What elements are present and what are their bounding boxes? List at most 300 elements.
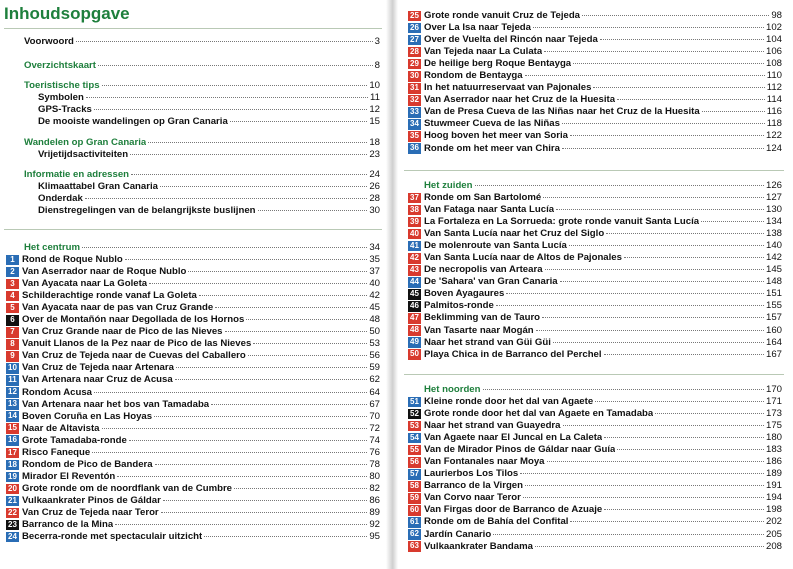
route-entry[interactable] [408, 264, 782, 276]
toc-entry[interactable] [24, 181, 380, 193]
toc-entry-label: Wandelen op Gran Canaria [24, 136, 147, 148]
route-entry[interactable] [6, 507, 380, 519]
route-entry[interactable] [408, 529, 782, 541]
route-number-badge: 16 [6, 435, 19, 446]
route-entry[interactable] [6, 459, 380, 471]
route-page: 59 [369, 362, 380, 374]
leader-dots [617, 99, 765, 100]
noorden-heading-label: Het noorden [424, 384, 481, 395]
route-page: 112 [766, 82, 782, 94]
leader-dots [175, 379, 368, 380]
route-number-badge: 23 [6, 520, 19, 531]
route-page: 102 [765, 22, 782, 34]
leader-dots [604, 354, 764, 355]
leader-dots [204, 536, 367, 537]
toc-entry-label: GPS-Tracks [38, 104, 92, 116]
route-entry[interactable] [408, 82, 782, 94]
toc-entry[interactable] [24, 149, 380, 161]
toc-entry-page: 26 [369, 180, 380, 192]
leader-dots [94, 109, 367, 110]
leader-dots [176, 367, 367, 368]
route-page: 171 [765, 396, 782, 407]
centrum-heading-label: Het centrum [24, 242, 80, 253]
route-title: Van Ayacata naar La Goleta [22, 278, 148, 290]
route-number-badge: 59 [408, 493, 421, 504]
route-entry[interactable] [408, 325, 782, 337]
route-title: Van Santa Lucía naar het Cruz del Siglo [424, 228, 605, 240]
toc-entry-page: 11 [370, 92, 380, 104]
route-title: Beklimming van de Tauro [424, 312, 541, 324]
route-title: Becerra-ronde met spectaculair uitzicht [22, 531, 203, 543]
route-number-badge: 3 [6, 279, 19, 290]
route-number-badge: 18 [6, 460, 19, 471]
route-title: Boven Coruña en Las Hoyas [22, 410, 153, 422]
route-entry[interactable] [408, 10, 782, 22]
noorden-heading[interactable] [408, 384, 782, 396]
toc-entry[interactable] [24, 60, 380, 72]
route-number-badge: 41 [408, 241, 421, 252]
route-number-badge: 58 [408, 481, 421, 492]
route-title: Barranco de la Virgen [424, 480, 523, 492]
section-rule [404, 170, 784, 171]
leader-dots [535, 546, 764, 547]
route-entry[interactable] [6, 423, 380, 435]
route-entry[interactable] [6, 483, 380, 495]
route-number-badge: 26 [408, 23, 421, 34]
route-page: 134 [765, 216, 782, 228]
route-number-badge: 31 [408, 83, 421, 94]
toc-entry-page: 23 [369, 148, 380, 160]
route-page: 72 [369, 422, 380, 434]
route-entry[interactable] [408, 22, 782, 34]
route-entry[interactable] [6, 326, 380, 338]
route-entry[interactable] [6, 435, 380, 447]
leader-dots [543, 197, 764, 198]
route-title: Kleine ronde door het dal van Agaete [424, 396, 594, 407]
route-entry[interactable] [408, 312, 782, 324]
route-number-badge: 57 [408, 469, 421, 480]
route-number-badge: 20 [6, 484, 19, 495]
route-number-badge: 51 [408, 397, 421, 408]
route-title: In het natuurreservaat van Pajonales [424, 82, 592, 94]
route-number-badge: 27 [408, 35, 421, 46]
leader-dots [655, 413, 764, 414]
leader-dots [547, 461, 764, 462]
route-entry[interactable] [408, 432, 782, 444]
route-entry[interactable] [408, 516, 782, 528]
route-entry[interactable] [408, 492, 782, 504]
route-entry[interactable] [6, 290, 380, 302]
toc-entry-label: Symbolen [38, 92, 84, 104]
leader-dots [148, 142, 367, 143]
route-number-badge: 7 [6, 327, 19, 338]
route-page: 86 [369, 494, 380, 506]
route-title: Van Corvo naar Teror [424, 492, 521, 504]
toc-entry-page: 12 [369, 104, 380, 116]
leader-dots [211, 404, 367, 405]
route-entry[interactable] [408, 216, 782, 228]
route-number-badge: 32 [408, 95, 421, 106]
route-page: 189 [765, 468, 782, 480]
route-page: 208 [765, 540, 782, 552]
route-number-badge: 9 [6, 351, 19, 362]
route-entry[interactable] [408, 480, 782, 492]
route-entry[interactable] [408, 204, 782, 216]
route-entry[interactable] [408, 504, 782, 516]
toc-entry[interactable] [24, 92, 380, 104]
route-entry[interactable] [6, 495, 380, 507]
leader-dots [701, 221, 764, 222]
leader-dots [258, 210, 368, 211]
right-page [398, 0, 793, 569]
route-entry[interactable] [408, 70, 782, 82]
route-entry[interactable] [6, 471, 380, 483]
leader-dots [536, 330, 764, 331]
route-number-badge: 33 [408, 107, 421, 118]
route-number-badge: 10 [6, 363, 19, 374]
route-number-badge: 45 [408, 289, 421, 300]
route-entry[interactable] [408, 276, 782, 288]
route-page: 198 [765, 504, 782, 516]
route-entry[interactable] [6, 278, 380, 290]
route-title: Laurierbos Los Tilos [424, 468, 519, 480]
route-entry[interactable] [6, 387, 380, 399]
page-title: Inhoudsopgave [4, 4, 130, 23]
route-entry[interactable] [408, 444, 782, 456]
route-entry[interactable] [408, 228, 782, 240]
zuiden-heading[interactable] [408, 180, 782, 192]
leader-dots [570, 135, 764, 136]
route-title: De heilige berg Roque Bentayga [424, 58, 572, 70]
leader-dots [215, 307, 367, 308]
leader-dots [246, 319, 367, 320]
route-number-badge: 53 [408, 421, 421, 432]
route-number-badge: 47 [408, 313, 421, 324]
route-number-badge: 19 [6, 472, 19, 483]
route-page: 167 [765, 348, 782, 360]
route-entry[interactable] [6, 314, 380, 326]
leader-dots [606, 233, 764, 234]
route-entry[interactable] [408, 34, 782, 46]
toc-entry-label: Informatie en adressen [24, 168, 130, 180]
route-page: 186 [765, 456, 782, 468]
route-number-badge: 11 [6, 375, 19, 386]
leader-dots [115, 524, 367, 525]
route-title: Van Tejeda naar La Culata [424, 46, 543, 58]
leader-dots [506, 293, 764, 294]
leader-dots [525, 485, 764, 486]
leader-dots [702, 111, 765, 112]
route-title: Mirador El Reventón [22, 470, 116, 482]
route-entry[interactable] [408, 408, 782, 420]
route-page: 205 [765, 528, 782, 540]
route-title: Van de Presa Cueva de las Niñas naar het Cruz de la Huesita [424, 106, 700, 118]
route-title: Vulkaankrater Bandama [424, 540, 533, 552]
route-title: Naar de Altavista [22, 422, 100, 434]
route-page: 175 [765, 420, 782, 432]
route-number-badge: 61 [408, 517, 421, 528]
leader-dots [545, 269, 764, 270]
route-entry[interactable] [408, 456, 782, 468]
route-entry[interactable] [408, 420, 782, 432]
route-entry[interactable] [408, 337, 782, 349]
route-entry[interactable] [408, 106, 782, 118]
leader-dots [520, 473, 764, 474]
route-entry[interactable] [6, 254, 380, 266]
route-title: Van Aserrador naar het Cruz de la Huesita [424, 94, 616, 106]
route-entry[interactable] [6, 399, 380, 411]
route-title: Ronde om de Bahía del Confital [424, 516, 569, 528]
route-title: Naar het strand van Güi Güi [424, 336, 551, 348]
route-number-badge: 34 [408, 119, 421, 130]
route-title: Van Fontanales naar Moya [424, 456, 545, 468]
route-title: Palmitos-ronde [424, 300, 494, 312]
toc-entry-label: Dienstregelingen van de belangrijkste buslijnen [38, 205, 256, 217]
route-number-badge: 22 [6, 508, 19, 519]
toc-entry[interactable] [24, 169, 380, 181]
route-page: 42 [369, 290, 380, 302]
route-title: Risco Faneque [22, 446, 91, 458]
route-title: Schilderachtige ronde vanaf La Goleta [22, 290, 197, 302]
toc-entry[interactable] [24, 36, 380, 48]
route-number-badge: 5 [6, 303, 19, 314]
leader-dots [617, 449, 764, 450]
route-entry[interactable] [408, 288, 782, 300]
route-number-badge: 36 [408, 143, 421, 154]
route-title: Grote Tamadaba-ronde [22, 434, 127, 446]
route-page: 40 [369, 278, 380, 290]
leader-dots [595, 401, 764, 402]
route-number-badge: 6 [6, 315, 19, 326]
route-page: 67 [369, 398, 380, 410]
route-title: Over La Isa naar Tejeda [424, 22, 532, 34]
route-number-badge: 60 [408, 505, 421, 516]
leader-dots [560, 281, 764, 282]
route-title: Rondom de Pico de Bandera [22, 458, 153, 470]
noorden-heading-page: 170 [765, 384, 782, 395]
zuiden-route-list [408, 192, 782, 361]
book-gutter [386, 0, 398, 569]
leader-dots [129, 440, 367, 441]
route-entry[interactable] [6, 362, 380, 374]
leader-dots [533, 27, 764, 28]
route-title: Boven Ayagaures [424, 288, 505, 300]
route-page: 122 [765, 130, 782, 142]
route-entry[interactable] [408, 468, 782, 480]
route-number-badge: 40 [408, 229, 421, 240]
leader-dots [155, 464, 368, 465]
route-number-badge: 55 [408, 445, 421, 456]
route-entry[interactable] [408, 58, 782, 70]
toc-entry-label: Voorwoord [24, 36, 74, 47]
route-entry[interactable] [408, 46, 782, 58]
route-entry[interactable] [408, 143, 782, 155]
leader-dots [253, 343, 367, 344]
section-rule [404, 374, 784, 375]
route-entry[interactable] [6, 531, 380, 543]
leader-dots [553, 342, 764, 343]
route-title: Van Cruz Grande naar de Pico de las Nieves [22, 326, 223, 338]
leader-dots [542, 317, 764, 318]
route-entry[interactable] [6, 350, 380, 362]
toc-entry-page: 18 [369, 136, 380, 148]
leader-dots [92, 452, 367, 453]
route-entry[interactable] [408, 240, 782, 252]
route-entry[interactable] [408, 94, 782, 106]
route-page: 35 [369, 254, 380, 265]
title-rule [4, 28, 382, 29]
centrum-section [6, 242, 380, 543]
route-title: Rondom Acusa [22, 386, 93, 398]
route-entry[interactable] [408, 252, 782, 264]
toc-entry[interactable] [24, 104, 380, 116]
route-title: Barranco de la Mina [22, 519, 114, 531]
intro-section [24, 36, 380, 217]
route-page: 108 [765, 58, 782, 70]
leader-dots [94, 392, 367, 393]
route-title: Van Tasarte naar Mogán [424, 324, 534, 336]
route-title: Ronde om het meer van Chira [424, 142, 560, 154]
route-entry[interactable] [6, 519, 380, 531]
centrum-continued-list [408, 10, 782, 155]
toc-entry[interactable] [24, 116, 380, 128]
route-page: 98 [771, 10, 782, 21]
route-entry[interactable] [408, 396, 782, 408]
route-page: 104 [765, 34, 782, 46]
route-title: Hoog boven het meer van Soria [424, 130, 568, 142]
route-title: Over de Montañón naar Degollada de los Hornos [22, 314, 245, 326]
toc-entry-page: 15 [369, 116, 380, 128]
route-number-badge: 38 [408, 205, 421, 216]
route-number-badge: 8 [6, 339, 19, 350]
route-page: 164 [765, 336, 782, 348]
route-number-badge: 63 [408, 541, 421, 552]
leader-dots [163, 500, 368, 501]
route-page: 48 [369, 314, 380, 326]
route-number-badge: 46 [408, 301, 421, 312]
route-entry[interactable] [408, 130, 782, 142]
route-number-badge: 2 [6, 267, 19, 278]
route-page: 80 [369, 470, 380, 482]
leader-dots [582, 15, 769, 16]
route-number-badge: 52 [408, 409, 421, 420]
route-entry[interactable] [6, 338, 380, 350]
route-title: Naar het strand van Guayedra [424, 420, 561, 432]
route-page: 130 [765, 204, 782, 216]
route-page: 53 [369, 338, 380, 350]
route-title: De molenroute van Santa Lucía [424, 240, 567, 252]
toc-entry-page: 30 [369, 205, 380, 217]
leader-dots [230, 121, 368, 122]
leader-dots [483, 389, 764, 390]
route-title: Grote ronde vanuit Cruz de Tejeda [424, 10, 581, 21]
route-entry[interactable] [408, 300, 782, 312]
leader-dots [600, 39, 764, 40]
toc-entry-page: 3 [374, 36, 380, 47]
route-number-badge: 49 [408, 337, 421, 348]
route-entry[interactable] [6, 266, 380, 278]
route-title: De 'Sahara' van Gran Canaria [424, 276, 558, 288]
toc-entry[interactable] [24, 193, 380, 205]
route-page: 106 [765, 46, 782, 58]
leader-dots [563, 425, 764, 426]
leader-dots [85, 198, 368, 199]
route-title: Grote ronde om de noordflank van de Cumbre [22, 482, 233, 494]
route-entry[interactable] [6, 411, 380, 423]
route-entry[interactable] [6, 374, 380, 386]
zuiden-section [408, 180, 782, 361]
route-page: 95 [369, 531, 380, 543]
route-entry[interactable] [408, 541, 782, 553]
centrum-continued [408, 10, 782, 155]
route-number-badge: 1 [6, 255, 19, 266]
route-page: 127 [765, 192, 782, 203]
route-number-badge: 25 [408, 11, 421, 22]
route-number-badge: 24 [6, 532, 19, 543]
leader-dots [199, 295, 367, 296]
route-page: 138 [765, 228, 782, 240]
route-title: Stuwmeer Cueva de las Niñas [424, 118, 560, 130]
route-number-badge: 43 [408, 265, 421, 276]
route-page: 116 [766, 106, 782, 118]
route-entry[interactable] [408, 192, 782, 204]
route-number-badge: 29 [408, 59, 421, 70]
leader-dots [234, 488, 367, 489]
route-title: Van Artenara naar Cruz de Acusa [22, 374, 173, 386]
toc-entry[interactable] [24, 137, 380, 149]
route-number-badge: 54 [408, 433, 421, 444]
route-number-badge: 62 [408, 529, 421, 540]
route-title: Van Firgas door de Barranco de Azuaje [424, 504, 603, 516]
route-number-badge: 12 [6, 387, 19, 398]
route-page: 110 [766, 70, 782, 82]
route-title: Jardín Canario [424, 528, 492, 540]
route-title: Van Santa Lucía naar de Altos de Pajonales [424, 252, 622, 264]
route-entry[interactable] [6, 302, 380, 314]
leader-dots [154, 416, 367, 417]
route-page: 78 [369, 458, 380, 470]
route-title: Rond de Roque Nublo [22, 254, 123, 265]
route-page: 56 [369, 350, 380, 362]
route-title: Grote ronde door het dal van Agaete en Tamadaba [424, 408, 654, 420]
route-number-badge: 30 [408, 71, 421, 82]
route-page: 45 [369, 302, 380, 314]
route-entry[interactable] [408, 118, 782, 130]
route-title: Van Cruz de Tejeda naar Teror [22, 506, 159, 518]
route-entry[interactable] [408, 349, 782, 361]
route-page: 151 [765, 288, 782, 300]
leader-dots [82, 247, 367, 248]
route-page: 157 [765, 312, 782, 324]
noorden-section [408, 384, 782, 553]
toc-entry[interactable] [24, 205, 380, 217]
route-page: 92 [369, 519, 380, 531]
route-page: 114 [766, 94, 782, 106]
route-title: De necropolis van Arteara [424, 264, 543, 276]
route-page: 183 [765, 444, 782, 456]
leader-dots [604, 509, 764, 510]
toc-entry[interactable] [24, 80, 380, 92]
centrum-heading[interactable] [6, 242, 380, 254]
route-number-badge: 21 [6, 496, 19, 507]
route-page: 202 [765, 516, 782, 528]
leader-dots [130, 154, 367, 155]
route-page: 50 [369, 326, 380, 338]
route-entry[interactable] [6, 447, 380, 459]
route-page: 82 [369, 482, 380, 494]
leader-dots [556, 209, 764, 210]
leader-dots [573, 63, 764, 64]
